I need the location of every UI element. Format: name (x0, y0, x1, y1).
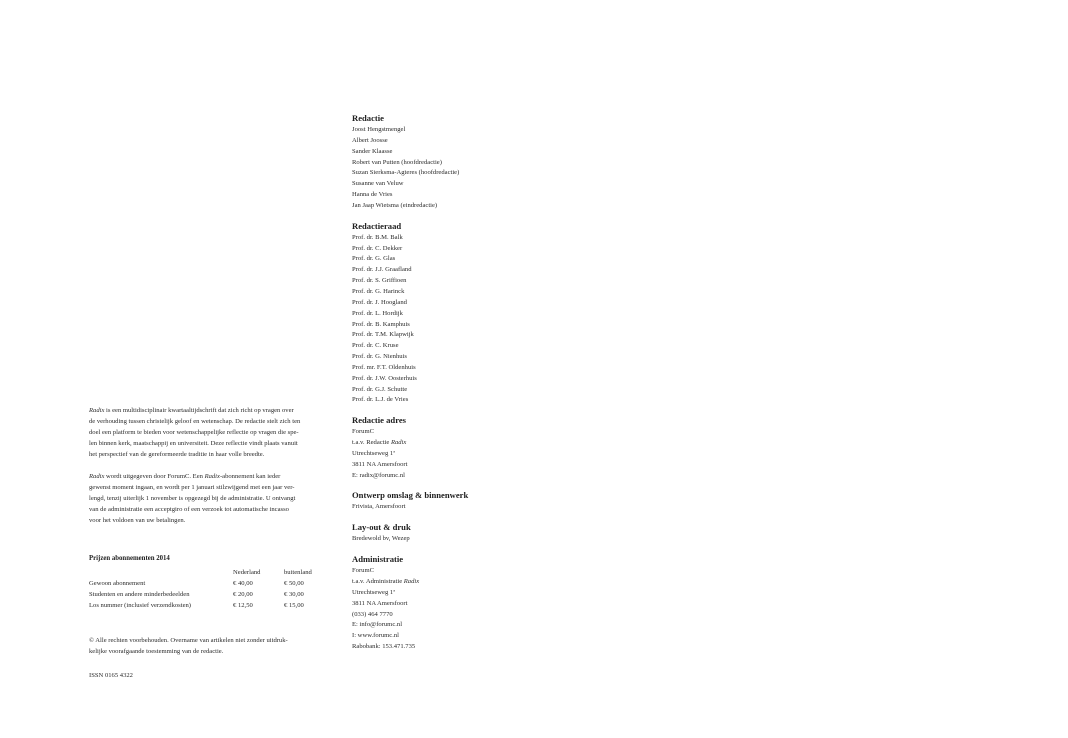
address-line: Utrechtseweg 1ª (352, 449, 396, 457)
prices-table (89, 567, 321, 611)
text-line: de verhouding tussen christelijk geloof en wetenschap. De redactie stelt zich ten (89, 418, 301, 425)
list-item: Joost Hengstmengel (352, 126, 406, 133)
list-item: Suzan Sierksma-Agteres (hoofdredactie) (352, 169, 460, 177)
address-line: 3811 NA Amersfoort (352, 460, 408, 468)
text-line: gewenst moment ingaan, en wordt per 1 januari stilzwijgend met een jaar ver- (89, 484, 295, 491)
text-fragment: wordt uitgegeven door ForumC. Een (104, 473, 205, 480)
text-line: doel een platform te bieden voor wetenschappelijke reflectie op vragen die spe- (89, 429, 299, 436)
table-cell: € 20,00 (233, 591, 253, 598)
section-heading: Ontwerp omslag & binnenwerk (352, 490, 469, 501)
section-layout-druk (352, 521, 532, 545)
list-item: Frivista, Amersfoort (352, 503, 406, 511)
about-paragraph (89, 405, 321, 460)
text-fragment: t.a.v. Redactie (352, 439, 391, 447)
list-item: Jan Jaap Wietsma (eindredactie) (352, 201, 438, 209)
bank-line: Rabobank: 153.471.735 (352, 643, 416, 651)
text-line: voor het voldoen van uw betalingen. (89, 517, 186, 524)
email-line: E: info@forumc.nl (352, 621, 403, 629)
address-line (352, 438, 532, 449)
list-item: Susanne van Veluw (352, 180, 404, 188)
list-item: Prof. dr. J.W. Oosterhuis (352, 374, 417, 382)
list-item: Prof. dr. G. Harinck (352, 287, 405, 295)
list-item: Prof. mr. F.T. Oldenhuis (352, 363, 416, 371)
website-line: I: www.forumc.nl (352, 632, 399, 640)
table-row (89, 589, 321, 600)
list-item: Prof. dr. J. Hoogland (352, 298, 407, 306)
list-item: Prof. dr. L.J. de Vries (352, 396, 409, 404)
list-item: Prof. dr. J.J. Graafland (352, 266, 412, 274)
issn: ISSN 0165 4322 (89, 672, 133, 679)
journal-name: Radix (89, 407, 105, 414)
text-line: © Alle rechten voorbehouden. Overname van artikelen niet zonder uitdruk- (89, 637, 288, 644)
journal-name: Radix (89, 473, 105, 480)
section-redactie-adres (352, 414, 532, 481)
table-cell: € 15,00 (284, 602, 304, 609)
header-cell: Nederland (233, 569, 261, 576)
list-item: Prof. dr. T.M. Klapwijk (352, 331, 414, 339)
list-item: Prof. dr. C. Dekker (352, 244, 403, 252)
colophon-right (352, 112, 532, 661)
list-item: Prof. dr. S. Griffioen (352, 277, 407, 285)
table-header-row (89, 567, 321, 578)
table-cell: € 40,00 (233, 580, 253, 587)
copyright-notice (89, 635, 321, 657)
table-cell: € 12,50 (233, 602, 253, 609)
table-row (89, 578, 321, 589)
section-heading: Redactieraad (352, 220, 402, 231)
text-line: len binnen kerk, maatschappij en universiteit. Deze reflectie vindt plaats vanuit (89, 440, 298, 447)
text-line: van de administratie een acceptgiro of een verzoek tot automatische incasso (89, 506, 289, 513)
prices-title: Prijzen abonnementen 2014 (89, 555, 170, 562)
list-item: Hanna de Vries (352, 191, 393, 199)
table-cell: Studenten en andere minderbedeelden (89, 591, 190, 598)
address-line: Utrechtseweg 1ª (352, 588, 396, 596)
section-heading: Administratie (352, 554, 404, 565)
table-cell: Gewoon abonnement (89, 580, 146, 587)
list-item: Prof. dr. L. Hordijk (352, 309, 403, 317)
address-line: 3811 NA Amersfoort (352, 599, 408, 607)
table-cell: Los nummer (inclusief verzendkosten) (89, 602, 191, 609)
journal-name: Radix (390, 439, 407, 447)
colophon-left (89, 405, 321, 681)
phone-line: (033) 464 7770 (352, 610, 393, 618)
address-line (352, 577, 532, 588)
header-cell (89, 567, 233, 578)
journal-name: Radix (403, 578, 420, 585)
subscription-paragraph (89, 471, 321, 526)
address-line: ForumC (352, 567, 374, 575)
section-redactieraad (352, 220, 532, 407)
list-item: Prof. dr. G.J. Schutte (352, 385, 408, 393)
list-item: Albert Joosse (352, 136, 388, 144)
list-item: Sander Klaasse (352, 147, 393, 155)
list-item: Bredewold bv, Wezep (352, 535, 410, 543)
section-ontwerp (352, 489, 532, 513)
section-heading: Lay-out & druk (352, 522, 411, 533)
list-item: Prof. dr. B.M. Balk (352, 233, 403, 241)
text-fragment: -abonnement kan ieder (219, 473, 281, 480)
section-administratie (352, 553, 532, 653)
list-item: Prof. dr. B. Kamphuis (352, 320, 410, 328)
list-item: Prof. dr. C. Kruse (352, 342, 399, 350)
text-fragment: t.a.v. Administratie (352, 578, 404, 585)
email-line: E: radix@forumc.nl (352, 471, 405, 479)
section-heading: Redactie adres (352, 415, 407, 426)
table-cell: € 50,00 (284, 580, 304, 587)
list-item: Prof. dr. G. Glas (352, 255, 396, 263)
text-line: het perspectief van de gereformeerde traditie in haar volle breedte. (89, 451, 265, 458)
header-cell: buitenland (284, 569, 312, 576)
table-cell: € 30,00 (284, 591, 304, 598)
table-row (89, 600, 321, 611)
journal-name: Radix (204, 473, 220, 480)
address-line: ForumC (352, 428, 374, 436)
list-item: Prof. dr. G. Nienhuis (352, 353, 407, 361)
text-line: kelijke voorafgaande toestemming van de redactie. (89, 648, 224, 655)
text-line: lengd, tenzij uiterlijk 1 november is opgezegd bij de administratie. U ontvangt (89, 495, 296, 502)
section-heading: Redactie (352, 113, 384, 123)
text-line: is een multidisciplinair kwartaaltijdschrift dat zich richt op vragen over (104, 407, 294, 414)
list-item: Robert van Putten (hoofdredactie) (352, 158, 442, 166)
section-redactie (352, 112, 532, 212)
